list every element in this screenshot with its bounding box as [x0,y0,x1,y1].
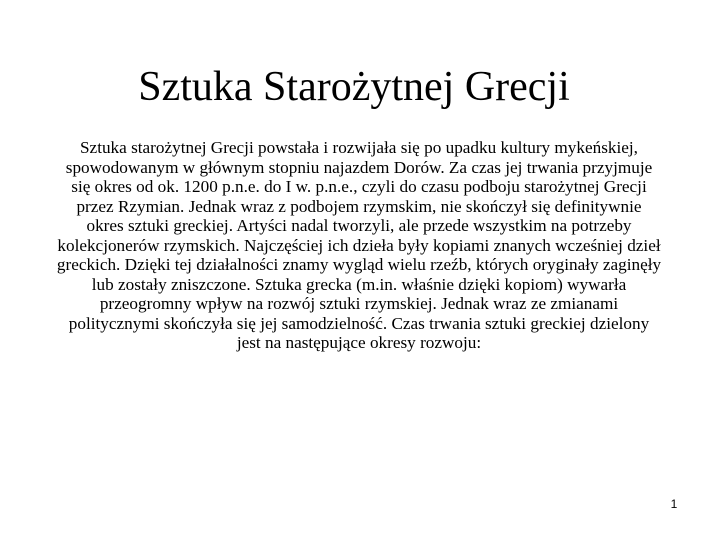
page-number: 1 [670,497,678,511]
slide-title: Sztuka Starożytnej Grecji [138,64,570,110]
slide-body-text: Sztuka starożytnej Grecji powstała i rozwijała się po upadku kultury mykeńskiej, spowodowanym w głównym stopniu najazdem Dorów. Za czas jej trwania przyjmuje się okres od ok. 1200 p.n.e. do I w. p.n.e., czyli do czasu podboju starożytnej Grecji przez Rzymian. Jednak wraz z podbojem rzymskim, nie skończył się definitywnie okres sztuki greckiej. Artyści nadal tworzyli, ale przede wszystkim na potrzeby kolekcjonerów rzymskich. Najczęściej ich dzieła były kopiami znanych wcześniej dzieł greckich. Dzięki tej działalności znamy wygląd wielu rzeźb, których oryginały zaginęły lub zostały zniszczone. Sztuka grecka (m.in. właśnie dzięki kopiom) wywarła przeogromny wpływ na rozwój sztuki rzymskiej. Jednak wraz ze zmianami politycznymi skończyła się jej samodzielność. Czas trwania sztuki greckiej dzielony jest na następujące okresy rozwoju: [56,138,662,352]
